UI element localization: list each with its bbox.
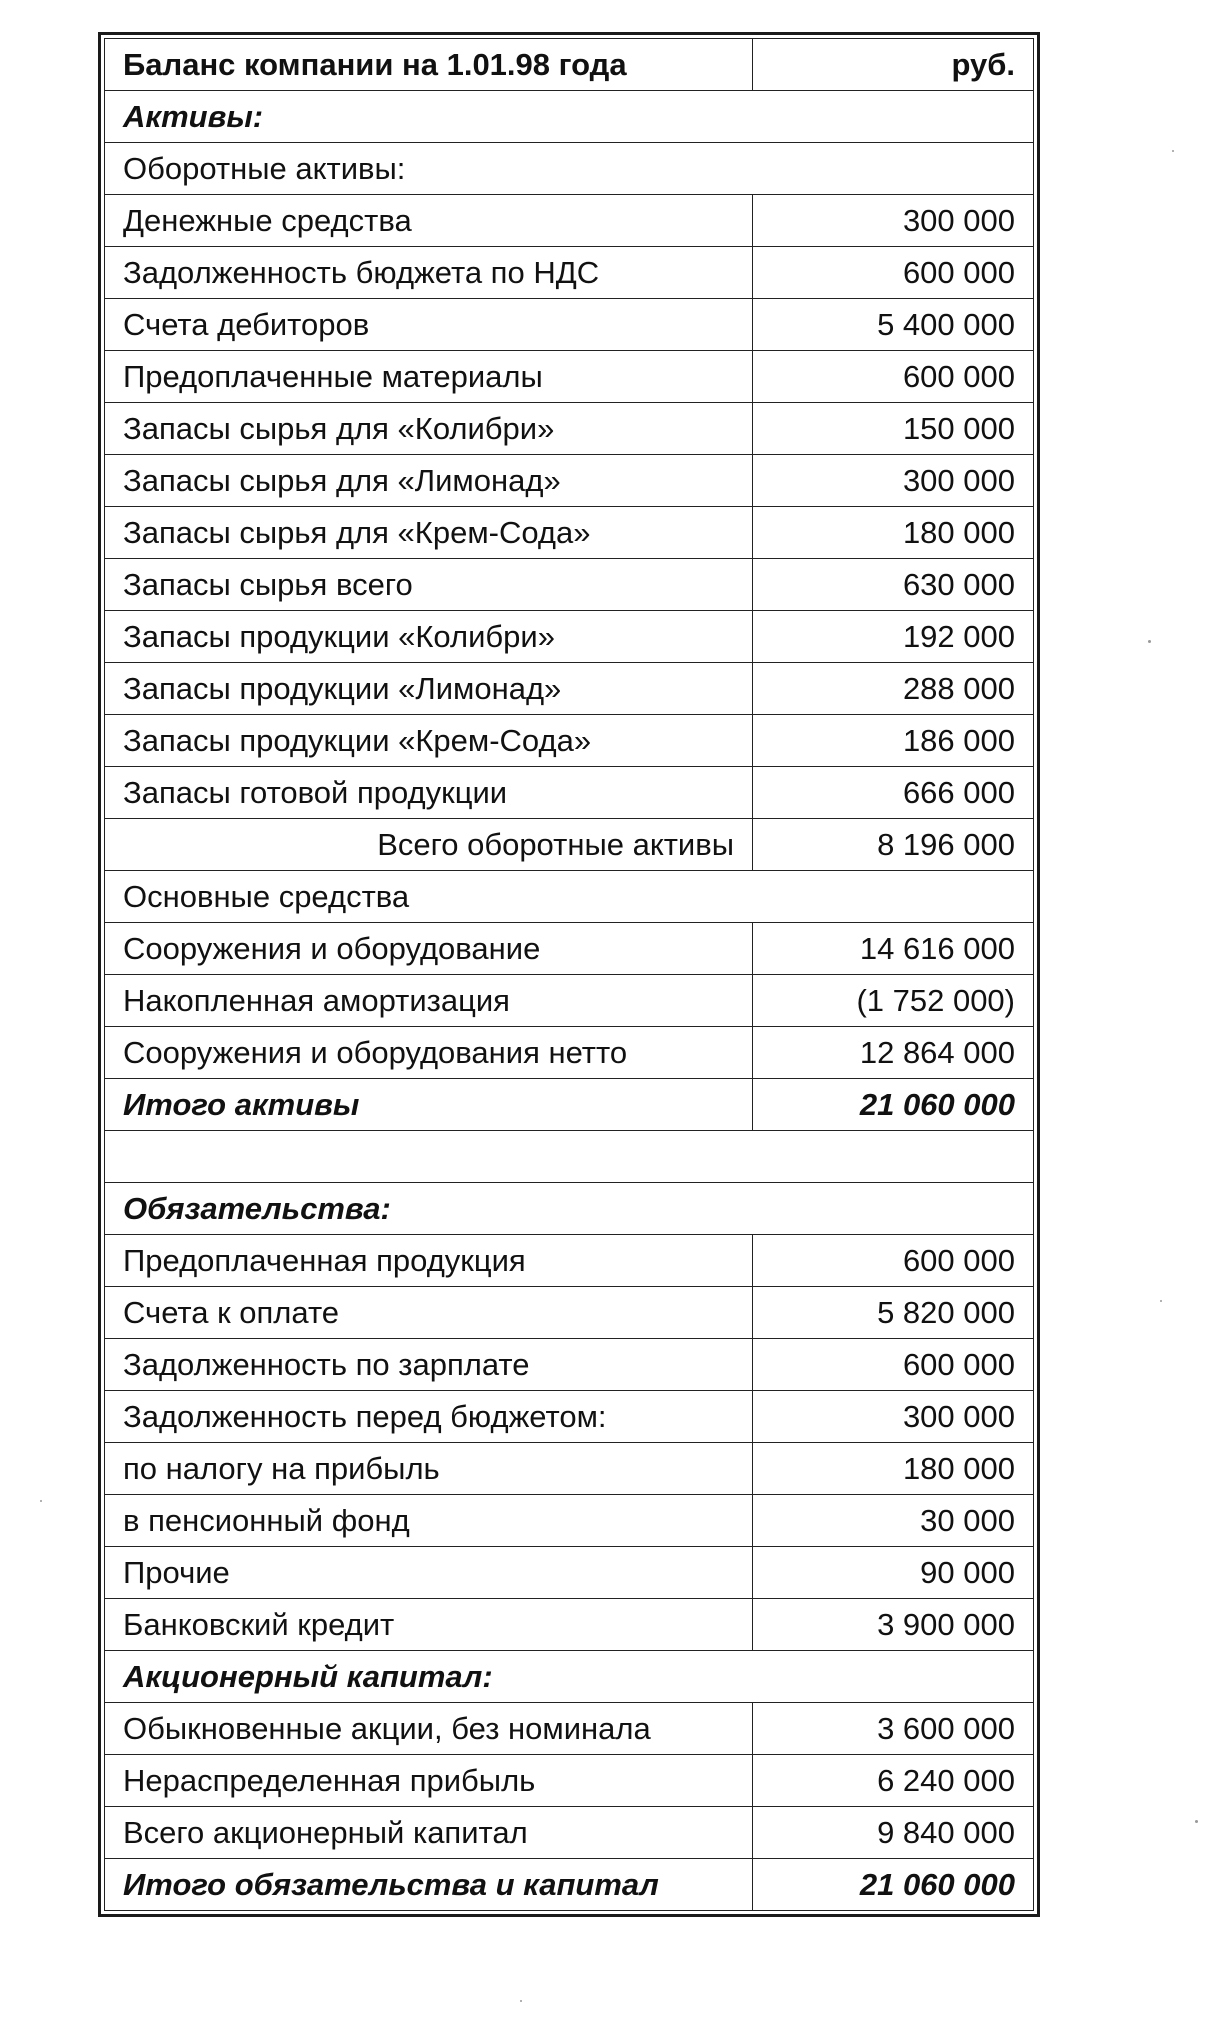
row-label: Счета к оплате [105, 1287, 753, 1339]
table-row [105, 1391, 1034, 1443]
row-value: 3 900 000 [753, 1599, 1034, 1651]
table-row [105, 1339, 1034, 1391]
scan-speck [40, 1500, 42, 1502]
blank-row [105, 1131, 1034, 1183]
row-label: Задолженность бюджета по НДС [105, 247, 753, 299]
row-label: Всего акционерный капитал [105, 1807, 753, 1859]
table-row [105, 715, 1034, 767]
row-value: 600 000 [753, 1339, 1034, 1391]
section-equity: Акционерный капитал: [105, 1651, 1034, 1703]
section-row [105, 871, 1034, 923]
row-value: 180 000 [753, 507, 1034, 559]
table-row [105, 455, 1034, 507]
row-label: Запасы продукции «Крем-Сода» [105, 715, 753, 767]
row-value: 9 840 000 [753, 1807, 1034, 1859]
scan-speck [1160, 1300, 1162, 1302]
row-label: Нераспределенная прибыль [105, 1755, 753, 1807]
row-label: Сооружения и оборудование [105, 923, 753, 975]
row-value: 14 616 000 [753, 923, 1034, 975]
row-value: 12 864 000 [753, 1027, 1034, 1079]
scan-speck [1172, 150, 1174, 152]
blank-cell [105, 1131, 1034, 1183]
table-row [105, 975, 1034, 1027]
grand-total-row [105, 1859, 1034, 1911]
row-label: Запасы сырья всего [105, 559, 753, 611]
grand-total-label: Итого обязательства и капитал [105, 1859, 753, 1911]
row-label: Счета дебиторов [105, 299, 753, 351]
table-row [105, 1755, 1034, 1807]
table-row [105, 1027, 1034, 1079]
table-row [105, 923, 1034, 975]
assets-total-label: Итого активы [105, 1079, 753, 1131]
table-row [105, 351, 1034, 403]
table-row [105, 767, 1034, 819]
section-row [105, 1183, 1034, 1235]
section-liabilities: Обязательства: [105, 1183, 1034, 1235]
section-row [105, 91, 1034, 143]
row-label: Предоплаченные материалы [105, 351, 753, 403]
row-value: 150 000 [753, 403, 1034, 455]
row-value: 600 000 [753, 351, 1034, 403]
table-row [105, 1443, 1034, 1495]
row-label: Запасы сырья для «Колибри» [105, 403, 753, 455]
row-value: 300 000 [753, 455, 1034, 507]
row-label: Запасы продукции «Колибри» [105, 611, 753, 663]
row-label: Задолженность перед бюджетом: [105, 1391, 753, 1443]
table-row [105, 559, 1034, 611]
scan-speck [1195, 1820, 1198, 1823]
row-value: 30 000 [753, 1495, 1034, 1547]
row-value: 192 000 [753, 611, 1034, 663]
row-label: в пенсионный фонд [105, 1495, 753, 1547]
row-value: 5 400 000 [753, 299, 1034, 351]
row-label: по налогу на прибыль [105, 1443, 753, 1495]
row-label: Запасы сырья для «Лимонад» [105, 455, 753, 507]
table-row [105, 663, 1034, 715]
table-row [105, 403, 1034, 455]
table-row [105, 1547, 1034, 1599]
row-value: 288 000 [753, 663, 1034, 715]
assets-total-value: 21 060 000 [753, 1079, 1034, 1131]
row-label: Накопленная амортизация [105, 975, 753, 1027]
section-fixed-assets: Основные средства [105, 871, 1034, 923]
row-value: 186 000 [753, 715, 1034, 767]
table-row [105, 299, 1034, 351]
section-current-assets: Оборотные активы: [105, 143, 1034, 195]
row-label: Обыкновенные акции, без номинала [105, 1703, 753, 1755]
section-row [105, 1651, 1034, 1703]
row-label: Запасы готовой продукции [105, 767, 753, 819]
row-label: Запасы сырья для «Крем-Сода» [105, 507, 753, 559]
balance-table [104, 38, 1034, 1911]
table-row [105, 1287, 1034, 1339]
row-label: Банковский кредит [105, 1599, 753, 1651]
row-value: 6 240 000 [753, 1755, 1034, 1807]
table-row [105, 507, 1034, 559]
subtotal-value: 8 196 000 [753, 819, 1034, 871]
row-value: (1 752 000) [753, 975, 1034, 1027]
row-label: Задолженность по зарплате [105, 1339, 753, 1391]
row-value: 300 000 [753, 195, 1034, 247]
row-value: 90 000 [753, 1547, 1034, 1599]
table-title: Баланс компании на 1.01.98 года [105, 39, 753, 91]
row-value: 666 000 [753, 767, 1034, 819]
total-row [105, 1079, 1034, 1131]
table-row [105, 1599, 1034, 1651]
currency-label: руб. [753, 39, 1034, 91]
row-value: 300 000 [753, 1391, 1034, 1443]
row-value: 600 000 [753, 247, 1034, 299]
section-assets: Активы: [105, 91, 1034, 143]
row-value: 5 820 000 [753, 1287, 1034, 1339]
table-row [105, 1495, 1034, 1547]
header-row [105, 39, 1034, 91]
subtotal-row [105, 819, 1034, 871]
row-value: 600 000 [753, 1235, 1034, 1287]
row-label: Предоплаченная продукция [105, 1235, 753, 1287]
table-row [105, 1703, 1034, 1755]
table-row [105, 195, 1034, 247]
subtotal-label: Всего оборотные активы [105, 819, 753, 871]
row-value: 180 000 [753, 1443, 1034, 1495]
balance-sheet [98, 32, 1040, 1917]
scan-speck [520, 2000, 522, 2002]
table-row [105, 611, 1034, 663]
row-label: Сооружения и оборудования нетто [105, 1027, 753, 1079]
row-label: Запасы продукции «Лимонад» [105, 663, 753, 715]
grand-total-value: 21 060 000 [753, 1859, 1034, 1911]
row-value: 630 000 [753, 559, 1034, 611]
table-row [105, 247, 1034, 299]
table-row [105, 1235, 1034, 1287]
row-label: Прочие [105, 1547, 753, 1599]
row-label: Денежные средства [105, 195, 753, 247]
scan-speck [1148, 640, 1151, 643]
table-row [105, 1807, 1034, 1859]
section-row [105, 143, 1034, 195]
row-value: 3 600 000 [753, 1703, 1034, 1755]
